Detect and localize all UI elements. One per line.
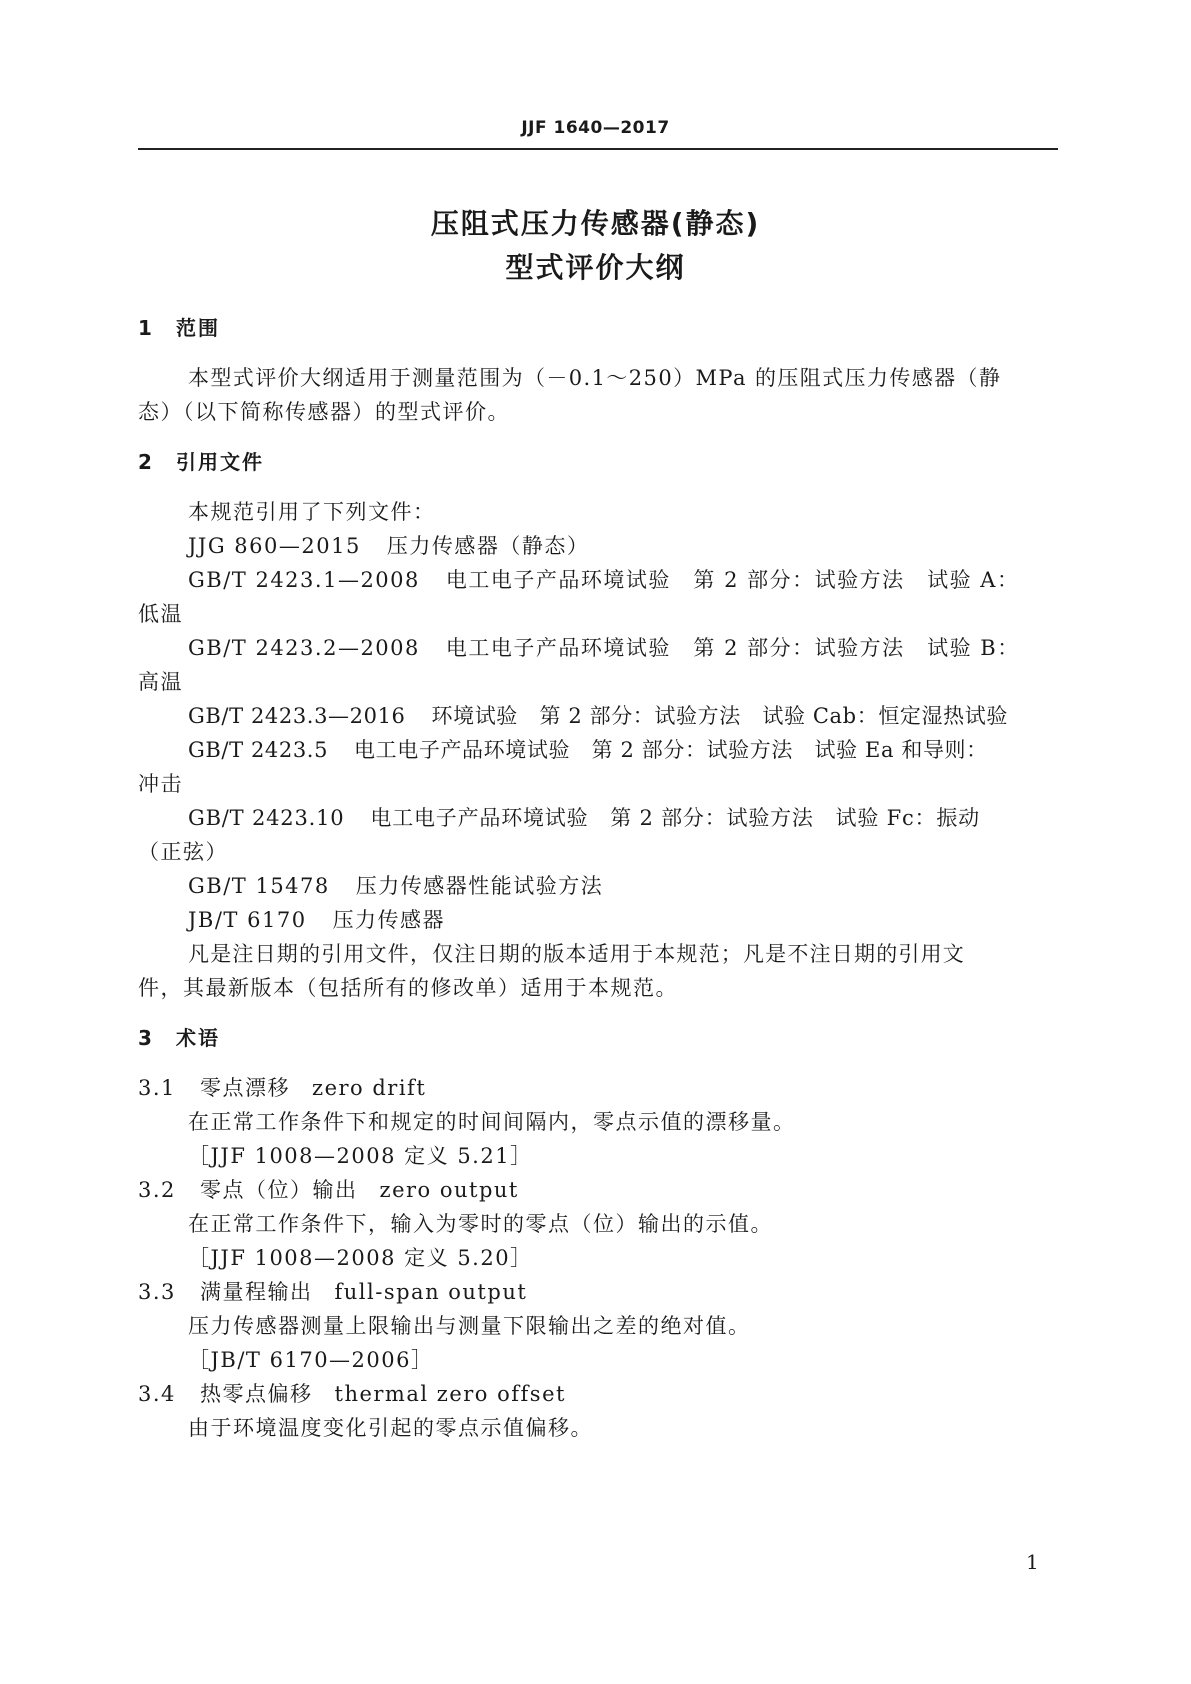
reference-continuation: 冲击 — [138, 772, 183, 796]
term-english: full-span output — [334, 1280, 528, 1304]
reference-title: 压力传感器性能试验方法 — [355, 874, 604, 898]
reference-code: GB/T 2423.5 — [188, 738, 329, 762]
term-heading — [138, 1276, 527, 1306]
term-chinese: 零点（位）输出 — [200, 1178, 358, 1202]
reference-code: GB/T 2423.1—2008 — [188, 568, 420, 592]
section-number: 1 — [138, 316, 154, 340]
section-title: 范围 — [176, 316, 220, 340]
term-definition: 压力传感器测量上限输出与测量下限输出之差的绝对值。 — [188, 1314, 751, 1338]
reference-continuation: 低温 — [138, 602, 183, 626]
page-number: 1 — [1026, 1550, 1039, 1574]
reference-item — [188, 870, 603, 900]
term-heading — [138, 1072, 426, 1102]
section-number: 3 — [138, 1026, 154, 1050]
term-source: ［JB/T 6170—2006］ — [188, 1348, 434, 1372]
term-english: thermal zero offset — [334, 1382, 566, 1406]
reference-continuation: （正弦） — [138, 840, 228, 864]
reference-continuation: 高温 — [138, 670, 183, 694]
reference-code: GB/T 2423.2—2008 — [188, 636, 420, 660]
reference-code: JJG 860—2015 — [188, 534, 361, 558]
term-chinese: 零点漂移 — [200, 1076, 290, 1100]
reference-item — [188, 632, 1020, 662]
reference-item — [188, 802, 980, 832]
document-code-header: JJF 1640—2017 — [521, 118, 670, 138]
term-chinese: 满量程输出 — [200, 1280, 313, 1304]
term-number: 3.2 — [138, 1178, 176, 1202]
term-number: 3.3 — [138, 1280, 176, 1304]
term-heading — [138, 1174, 519, 1204]
term-definition: 在正常工作条件下和规定的时间间隔内，零点示值的漂移量。 — [188, 1110, 796, 1134]
header-rule — [138, 148, 1058, 150]
reference-item — [188, 564, 1019, 594]
section-1-paragraph-line1: 本型式评价大纲适用于测量范围为（－0.1～250）MPa 的压阻式压力传感器（静 — [188, 366, 1002, 390]
document-title-line1: 压阻式压力传感器(静态) — [430, 207, 761, 240]
reference-item — [188, 904, 445, 934]
term-definition: 由于环境温度变化引起的零点示值偏移。 — [188, 1416, 593, 1440]
section-2-note-line1: 凡是注日期的引用文件，仅注日期的版本适用于本规范；凡是不注日期的引用文 — [188, 942, 965, 966]
term-source: ［JJF 1008—2008 定义 5.21］ — [188, 1144, 533, 1168]
reference-title: 压力传感器（静态） — [386, 534, 590, 558]
reference-title: 电工电子产品环境试验 第 2 部分：试验方法 试验 Ea 和导则： — [354, 738, 988, 762]
section-2-heading — [138, 446, 264, 475]
term-number: 3.4 — [138, 1382, 176, 1406]
reference-item — [188, 734, 988, 764]
document-title-line2: 型式评价大纲 — [505, 251, 686, 284]
reference-title: 压力传感器 — [332, 908, 446, 932]
term-source: ［JJF 1008—2008 定义 5.20］ — [188, 1246, 533, 1270]
term-english: zero drift — [312, 1076, 427, 1100]
term-definition: 在正常工作条件下，输入为零时的零点（位）输出的示值。 — [188, 1212, 773, 1236]
section-3-heading — [138, 1022, 220, 1051]
section-2-note-line2: 件，其最新版本（包括所有的修改单）适用于本规范。 — [138, 976, 678, 1000]
term-number: 3.1 — [138, 1076, 176, 1100]
reference-code: GB/T 2423.3—2016 — [188, 704, 406, 728]
reference-code: GB/T 15478 — [188, 874, 330, 898]
reference-title: 电工电子产品环境试验 第 2 部分：试验方法 试验 B： — [445, 636, 1020, 660]
term-chinese: 热零点偏移 — [200, 1382, 313, 1406]
term-english: zero output — [379, 1178, 519, 1202]
reference-title: 电工电子产品环境试验 第 2 部分：试验方法 试验 Fc：振动 — [370, 806, 980, 830]
section-2-intro: 本规范引用了下列文件： — [188, 500, 436, 524]
section-title: 引用文件 — [176, 450, 264, 474]
reference-item — [188, 530, 589, 560]
section-number: 2 — [138, 450, 154, 474]
reference-item — [188, 700, 1008, 730]
reference-code: GB/T 2423.10 — [188, 806, 345, 830]
term-heading — [138, 1378, 566, 1408]
section-title: 术语 — [176, 1026, 220, 1050]
reference-title: 环境试验 第 2 部分：试验方法 试验 Cab：恒定湿热试验 — [431, 704, 1008, 728]
reference-title: 电工电子产品环境试验 第 2 部分：试验方法 试验 A： — [445, 568, 1020, 592]
section-1-paragraph-line2: 态）（以下简称传感器）的型式评价。 — [138, 400, 510, 424]
reference-code: JB/T 6170 — [188, 908, 307, 932]
section-1-heading — [138, 312, 220, 341]
